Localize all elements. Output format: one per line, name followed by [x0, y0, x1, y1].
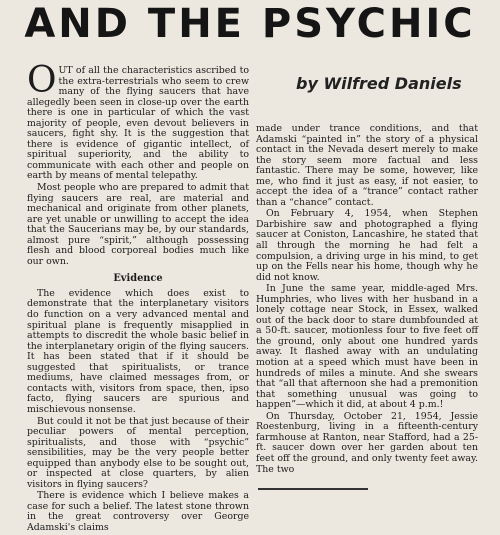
section-subhead: Evidence	[113, 273, 163, 285]
left-column	[27, 60, 249, 535]
paragraph: On Thursday, October 21, 1954, Jessie Roestenburg, living in a fifteenth-century farmhouse at Ranton, near Stafford, had a 25-ft. saucer down over her garden about ten feet off the ground, and only twenty feet away. The two	[256, 410, 478, 475]
right-column	[256, 124, 478, 476]
bottom-rule	[258, 488, 368, 490]
paragraph: made under trance conditions, and that Adamski “painted in” the story of a physical contact in the Nevada desert merely to make the story seem more factual and less fantastic. There may be some, however, like me, who find it just as easy, if not easier, to accept the idea of a “trance” contact rather than a “chance” contact.	[256, 123, 478, 208]
paragraph: In June the same year, middle-aged Mrs. Humphries, who lives with her husband in a lonely cottage near Stock, in Essex, walked out of the back door to stare dumbfounded at a 50-ft. saucer, motionless four to five feet off the ground, only about one hundred yards away. It flashed away with an undulating motion at a speed which must have been in hundreds of miles a minute. And she swears that “all that afternoon she had a premonition that something unusual was going to happen”—which it did, at about 4 p.m.!	[256, 283, 478, 411]
paragraph: There is evidence which I believe makes a case for such a belief. The latest stone thrown in the great controversy over George Adamski's claims	[27, 490, 249, 533]
paragraph-text: UT of all the characteristics ascribed to the extra-terrestrials who seem to crew many of the flying saucers that have allegedly been seen in close-up over the earth there is one in particular of which the vast majority of people, even devout believers in saucers, fight shy. It is the suggestion that there is evidence of gigantic intellect, of spiritual superiority, and the ability to communicate with each other and people on earth by means of mental telepathy.	[27, 65, 249, 182]
paragraph: The evidence which does exist to demonstrate that the interplanetary visitors do function on a very advanced mental and spiritual plane is frequently misapplied in attempts to discredit the whole basic belief in the interplanetary origin of the flying saucers. It has been stated that if it should be suggested that spiritualists, or trance mediums, have claimed messages from, or contacts with, visitors from space, then, ipso facto, flying saucers are spurious and mischievous nonsense.	[27, 287, 249, 415]
drop-cap: O	[27, 60, 57, 101]
paragraph: On February 4, 1954, when Stephen Darbishire saw and photographed a flying saucer at Coniston, Lancashire, he stated that all through the morning he had felt a compulsion, a driving urge in his mind, to get up on the Fells near his home, though why he did not know.	[256, 208, 478, 283]
paragraph	[27, 60, 249, 182]
author-byline: by Wilfred Daniels	[296, 74, 462, 93]
paragraph: But could it not be that just because of their peculiar powers of mental perception, spiritualists, and those with “psychic” sensibilities, may be the very people better equipped than anybody else to be sought out, or inspected at close quarters, by alien visitors in flying saucers?	[27, 415, 249, 490]
article-title: AND THE PSYCHIC	[24, 1, 476, 47]
paragraph: Most people who are prepared to admit that flying saucers are real, are material and mechanical and originate from other planets, are yet unable or unwilling to accept the idea that the Saucerians may be, by our standards, almost pure “spirit,” although possessing flesh and blood corporeal bodies much like our own.	[27, 182, 249, 267]
